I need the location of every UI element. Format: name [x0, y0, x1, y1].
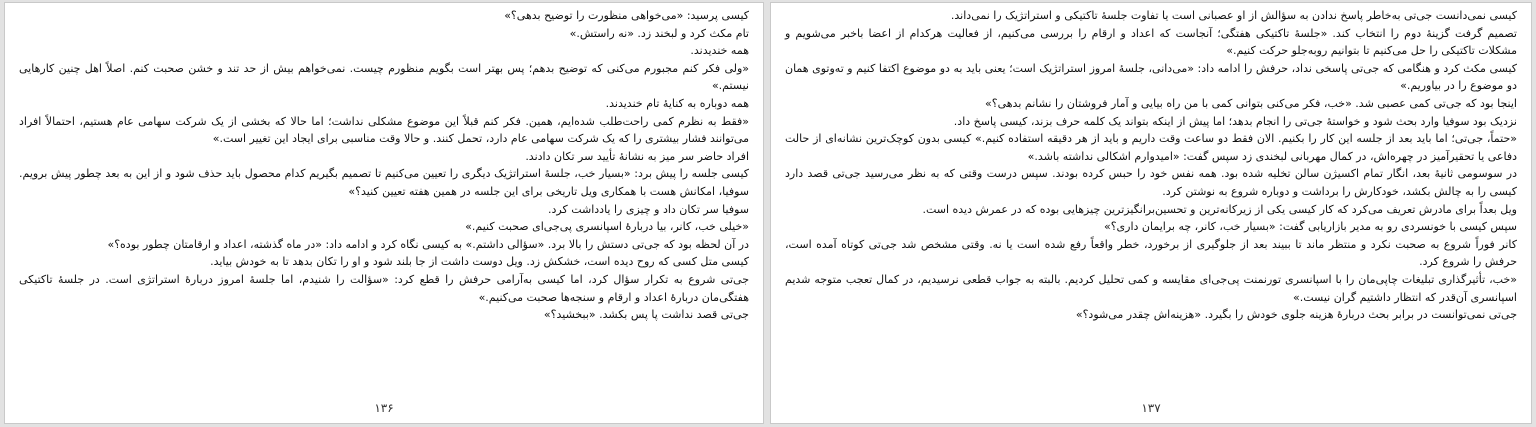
paragraph: افراد حاضر سر میز به نشانهٔ تأیید سر تکان دادند. [525, 149, 749, 163]
paragraph: سپس کیسی با خونسردی رو به مدیر بازاریابی گفت: «بسیار خب، کانر، چه برایمان داری؟» [1103, 220, 1517, 234]
paragraph: «خیلی خب، کانر، بیا دربارهٔ اسپانسری پی‌جی‌ای صحبت کنیم.» [465, 220, 749, 234]
paragraph: کیسی پرسید: «می‌خواهی منظورت را توضیح بدهی؟» [504, 9, 749, 22]
paragraph: اینجا بود که جی‌تی کمی عصبی شد. «خب، فکر می‌کنی بتوانی کمی با من راه بیایی و آمار فروشتان را نشانم بدهی؟» [985, 96, 1517, 110]
paragraph: کیسی متل کسی که روح دیده است، خشکش زد. ویل دوست داشت از جا بلند شود و او را تکان بدهد تا به خودش بیاید. [210, 255, 749, 269]
right-page-text [785, 7, 1517, 324]
paragraph: «فقط به نظرم کمی راحت‌طلب شده‌ایم، همین. فکر کنم قبلاً این موضوع مشکلی نداشت؛ اما حالا که بخشی از یک شرکت سهامی عام هستیم، احتمالاً افراد می‌توانند فشار بیشتری را که یک شرکت سهامی عام دارد، تحمل کنند. و حالا وقت مناسبی برای ایجاد این تغییر است.» [19, 114, 749, 146]
paragraph: «حتماً، جی‌تی؛ اما باید بعد از جلسه این کار را بکنیم. الان فقط دو ساعت وقت داریم و باید از هر دقیقه استفاده کنیم.» کیسی بدون کوچک‌ترین نشانه‌ای از حالت دفاعی یا تحقیرآمیز در چهره‌اش، در کمال مهربانی لبخندی زد سپس گفت: «امیدوارم اشکالی نداشته باشد.» [785, 132, 1517, 163]
paragraph: جی‌تی قصد نداشت پا پس بکشد. «ببخشید؟» [543, 308, 749, 322]
right-page [770, 2, 1532, 424]
paragraph: کیسی جلسه را پیش برد: «بسیار خب، جلسهٔ استراتژیک دیگری را تعیین می‌کنیم تا تصمیم بگیریم کدام محصول باید حذف شود و از این به بعد چطور پیش برویم. سوفیا، امکانش هست با همکاری ویل تاریخی برای این جلسه در همین هفته تعیین کنید؟» [19, 167, 749, 198]
paragraph: جی‌تی نمی‌توانست در برابر بحث دربارهٔ هزینه جلوی خودش را بگیرد. «هزینه‌اش چقدر می‌شود؟» [1075, 308, 1517, 322]
left-page-text [19, 7, 749, 324]
paragraph: در آن لحظه بود که جی‌تی دستش را بالا برد. «سؤالی داشتم.» به کیسی نگاه کرد و ادامه داد: «در ماه گذشته، اعداد و ارقامتان چطور بوده؟» [107, 237, 749, 251]
paragraph: سوفیا سر تکان داد و چیزی را یادداشت کرد. [548, 202, 749, 216]
paragraph: تصمیم گرفت گزینهٔ دوم را انتخاب کند. «جلسهٔ تاکتیکی هفتگی؛ آنجاست که اعداد و ارقام را بررسی می‌کنیم، از فعالیت هرکدام از اعضا باخبر می‌شویم و مشکلات تاکتیکی را حل می‌کنیم تا بتوانیم روبه‌جلو حرکت کنیم.» [785, 26, 1517, 58]
paragraph: کیسی مکث کرد و هنگامی که جی‌تی پاسخی نداد، حرفش را ادامه داد: «می‌دانی، جلسهٔ امروز استراتژیک است؛ یعنی باید به دو موضوع اکتفا کنیم و ته‌وتوی همان دو موضوع را در بیاوریم.» [785, 61, 1517, 93]
paragraph: جی‌تی شروع به تکرار سؤال کرد، اما کیسی به‌آرامی حرفش را قطع کرد: «سؤالت را شنیدم، اما جلسهٔ امروز دربارهٔ استراتژی است. در جلسهٔ تاکتیکی هفتگی‌مان دربارهٔ اعداد و ارقام و سنجه‌ها صحبت می‌کنیم.» [19, 272, 749, 304]
paragraph: «ولی فکر کنم مجبورم می‌کنی که توضیح بدهم؛ پس بهتر است بگویم منظورم چیست. نمی‌خواهم بیش از حد تند و خشن صحبت کنم. اصلاً اهل چنین کارهایی نیستم.» [19, 61, 749, 93]
left-page [4, 2, 764, 424]
paragraph: نزدیک بود سوفیا وارد بحث شود و خواستهٔ جی‌تی را انجام بدهد؛ اما پیش از اینکه بتواند یک کلمه حرف بزند، کیسی پاسخ داد. [953, 114, 1517, 128]
page-number: ۱۳۷ [1141, 401, 1161, 415]
paragraph: همه خندیدند. [690, 44, 749, 58]
paragraph: در سوسومی ثانیهٔ بعد، انگار تمام اکسیژن سالن تخلیه شده بود. همه نفس خود را حبس کرده بودند. سپس درست وقتی که به نظر می‌رسید جی‌تی قصد دارد کیسی را به چالش بکشد، خودکارش را برداشت و دوباره شروع به نوشتن کرد. [785, 167, 1517, 198]
paragraph: کیسی نمی‌دانست جی‌تی به‌خاطر پاسخ ندادن به سؤالش از او عصبانی است یا تفاوت جلسهٔ تاکتیکی و استراتژیک را نمی‌داند. [950, 9, 1517, 22]
paragraph: تام مکث کرد و لبخند زد. «نه راستش.» [569, 26, 749, 40]
paragraph: همه دوباره به کنایهٔ تام خندیدند. [605, 96, 749, 110]
paragraph: ویل بعداً برای مادرش تعریف می‌کرد که کار کیسی یکی از زیرکانه‌ترین و تحسین‌برانگیزترین چیزهایی بوده که در عمرش دیده است. [922, 202, 1517, 216]
page-number: ۱۳۶ [374, 401, 394, 415]
paragraph: کانر فوراً شروع به صحبت نکرد و منتظر ماند تا ببیند بعد از جلوگیری از برخورد، خطر واقعاً رفع شده است یا نه. وقتی مشخص شد جی‌تی کوتاه آمده است، حرفش را شروع کرد. [785, 237, 1517, 269]
paragraph: «خب، تأثیرگذاری تبلیغات چاپی‌مان را با اسپانسری تورنمنت پی‌جی‌ای مقایسه و کمی تحلیل کردیم. بالبته به جواب قطعی نرسیدیم، در کمال تعجب متوجه شدیم اسپانسری آن‌قدر که انتظار داشتیم گران نیست.» [785, 272, 1517, 304]
